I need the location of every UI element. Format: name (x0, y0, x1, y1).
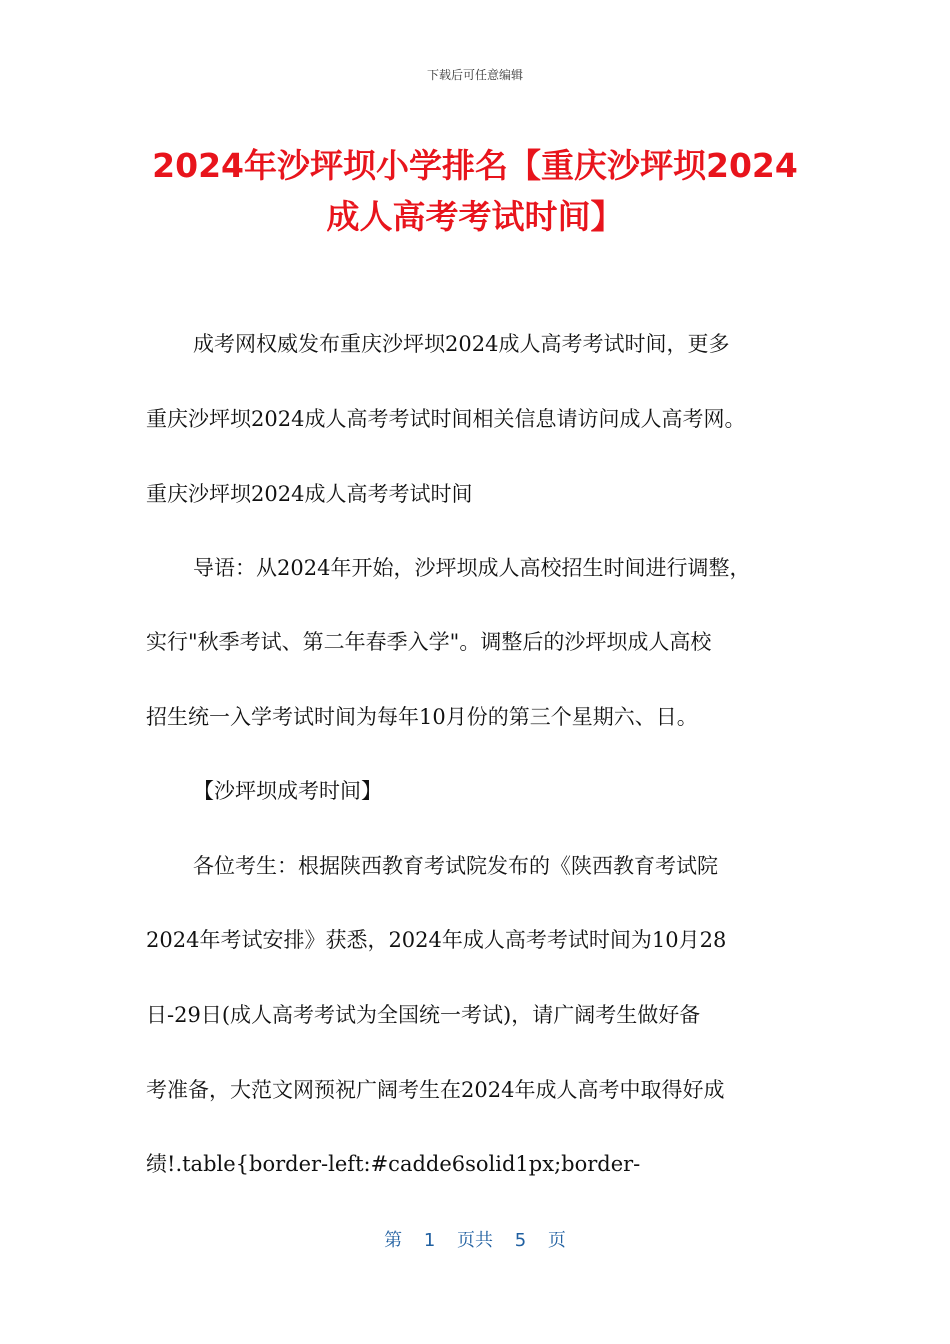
footer-middle: 页共 (457, 1230, 493, 1251)
paragraph-line: 日-29日(成人高考考试为全国统一考试)，请广阔考生做好备 (146, 1003, 701, 1027)
document-title (110, 140, 840, 242)
paragraph-line: 各位考生：根据陕西教育考试院发布的《陕西教育考试院 (193, 854, 718, 878)
footer-page-number: 1 (423, 1230, 436, 1251)
footer-suffix: 页 (547, 1230, 566, 1251)
title-line-2: 成人高考考试时间】 (326, 197, 624, 236)
footer-prefix: 第 (384, 1230, 403, 1251)
paragraph-line: 绩!.table{border-left:#cadde6solid1px;border- (146, 1152, 641, 1176)
page-footer (0, 1226, 950, 1252)
paragraph-line: 重庆沙坪坝2024成人高考考试时间相关信息请访问成人高考网。 (146, 407, 746, 431)
title-line-1: 2024年沙坪坝小学排名【重庆沙坪坝2024 (152, 146, 798, 185)
paragraph-line: 2024年考试安排》获悉，2024年成人高考考试时间为10月28 (146, 928, 727, 952)
section-heading: 【沙坪坝成考时间】 (193, 779, 382, 803)
paragraph-line: 招生统一入学考试时间为每年10月份的第三个星期六、日。 (146, 705, 698, 729)
paragraph-line: 实行"秋季考试、第二年春季入学"。调整后的沙坪坝成人高校 (146, 630, 712, 654)
paragraph-line: 考准备，大范文网预祝广阔考生在2024年成人高考中取得好成 (146, 1078, 725, 1102)
paragraph-line: 重庆沙坪坝2024成人高考考试时间 (146, 482, 473, 506)
paragraph-line: 成考网权威发布重庆沙坪坝2024成人高考考试时间，更多 (193, 332, 730, 356)
paragraph-line: 导语：从2024年开始，沙坪坝成人高校招生时间进行调整， (193, 556, 751, 580)
footer-total-pages: 5 (514, 1230, 527, 1251)
page-header: 下载后可任意编辑 (426, 68, 523, 82)
